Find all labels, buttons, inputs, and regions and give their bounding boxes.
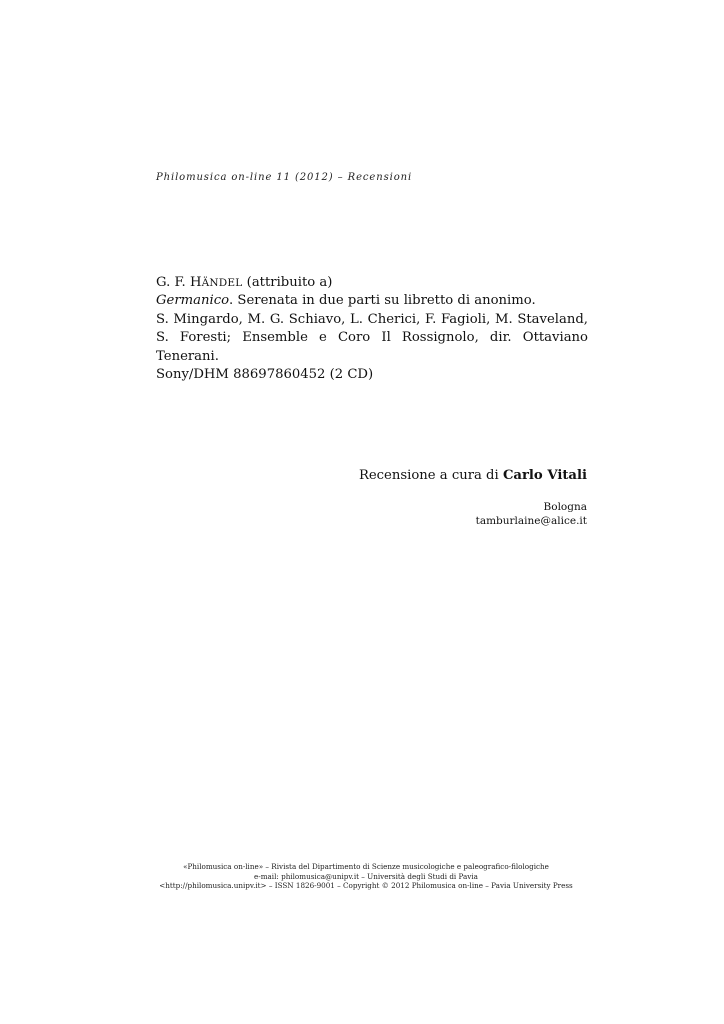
page-footer bbox=[100, 862, 632, 891]
composer-line bbox=[156, 274, 588, 292]
work-title: Germanico bbox=[156, 293, 230, 309]
composer-surname bbox=[190, 277, 243, 289]
footer-copyright-line: <http://philomusica.unipv.it> – ISSN 1826-9001 – Copyright © 2012 Philomusica on-line – Pavia University Press bbox=[159, 881, 573, 891]
review-credit bbox=[359, 468, 587, 483]
review-prefix: Recensione a cura di bbox=[358, 468, 499, 483]
performers-line: S. Mingardo, M. G. Schiavo, L. Cherici, F. Fagioli, M. Staveland, S. Foresti; Ensemble e Coro Il Rossignolo, dir. Ottaviano Tenerani. bbox=[156, 311, 588, 364]
recording-entry bbox=[156, 274, 588, 384]
running-header: Philomusica on-line 11 (2012) – Recensioni bbox=[156, 172, 413, 183]
footer-contact-line: e-mail: philomusica@unipv.it – Università degli Studi di Pavia bbox=[254, 871, 478, 881]
composer-surname-rest: ÄNDEL bbox=[201, 277, 243, 289]
footer-journal-line: «Philomusica on-line» – Rivista del Dipartimento di Scienze musicologiche e paleografico-filologiche bbox=[183, 862, 549, 871]
author-city: Bologna bbox=[543, 501, 587, 513]
label-line: Sony/DHM 88697860452 (2 CD) bbox=[156, 367, 374, 383]
author-email: tamburlaine@alice.it bbox=[475, 515, 587, 527]
attribution-note: (attribuito a) bbox=[246, 275, 333, 290]
work-line bbox=[156, 292, 588, 310]
author-affiliation bbox=[476, 500, 587, 528]
work-description: . Serenata in due parti su libretto di anonimo. bbox=[229, 293, 536, 309]
review-author: Carlo Vitali bbox=[502, 468, 587, 483]
composer-initials: G. F. bbox=[156, 275, 186, 290]
composer-surname-initial: H bbox=[189, 275, 202, 290]
